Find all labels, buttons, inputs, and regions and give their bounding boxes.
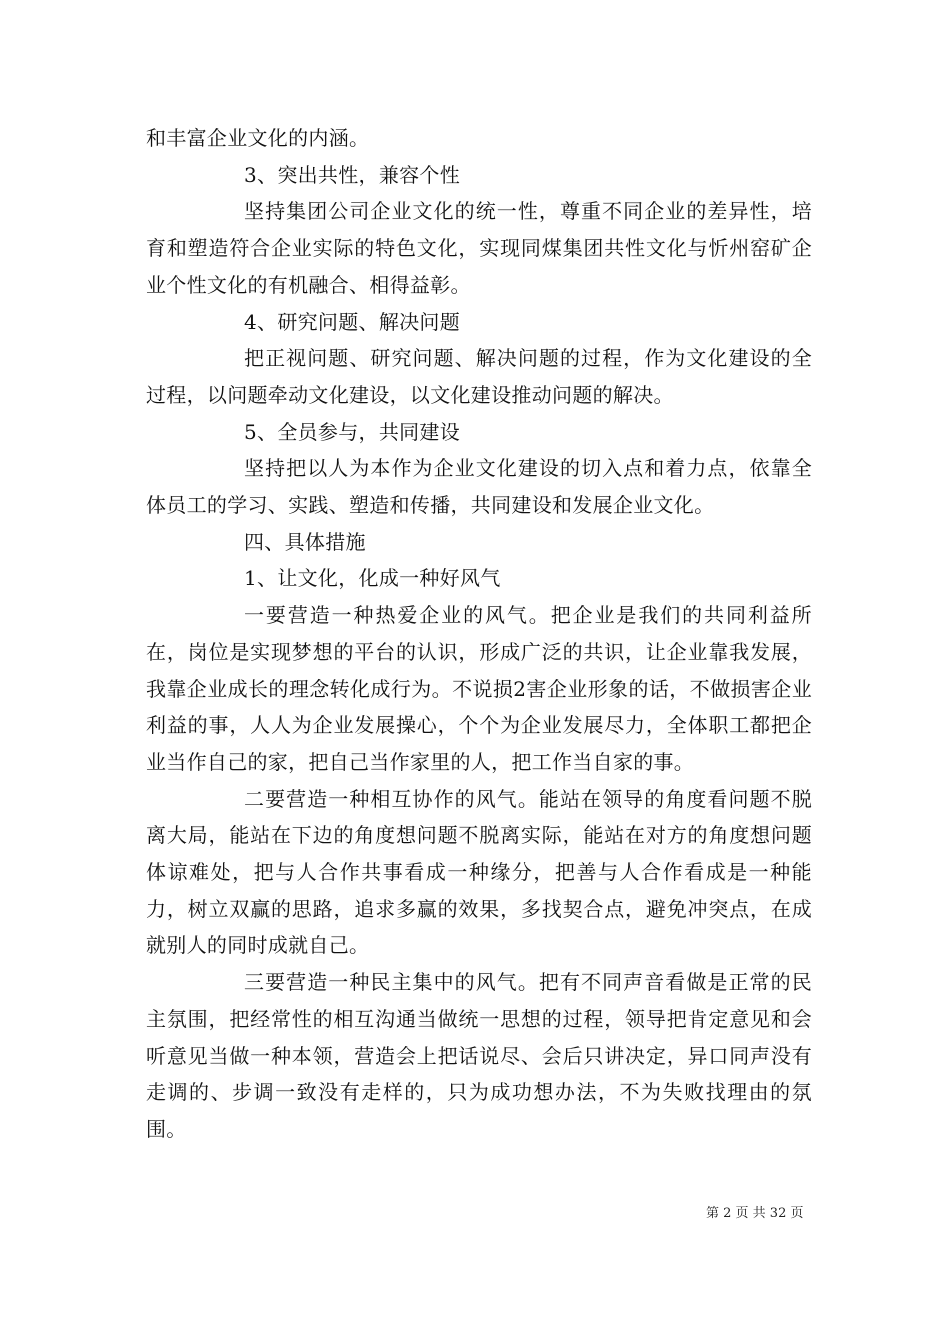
section-heading-measures: 四、具体措施 [244,529,366,554]
paragraph-11: 二要营造一种相互协作的风气。能站在领导的角度看问题不脱离大局，能站在下边的角度想问题不脱离实际，能站在对方的角度想问题体谅难处，把与人合作共事看成一种缘分，把善与人合作看成是一种能力，树立双赢的思路，追求多赢的效果，多找契合点，避免冲突点，在成就别人的同时成就自己。 [146,786,812,958]
paragraph-1: 和丰富企业文化的内涵。 [146,126,370,150]
heading-4-research-problems: 4、研究问题、解决问题 [244,309,461,334]
heading-3-commonality: 3、突出共性，兼容个性 [244,162,461,187]
heading-5-full-participation: 5、全员参与，共同建设 [244,419,461,444]
paragraph-7: 坚持把以人为本作为企业文化建设的切入点和着力点，依靠全体员工的学习、实践、塑造和传播，共同建设和发展企业文化。 [146,456,812,518]
paragraph-3: 坚持集团公司企业文化的统一性，尊重不同企业的差异性，培育和塑造符合企业实际的特色文化，实现同煤集团共性文化与忻州窑矿企业个性文化的有机融合、相得益彰。 [146,199,812,297]
page-number-footer: 第 2 页 共 32 页 [706,1206,804,1221]
paragraph-10: 一要营造一种热爱企业的风气。把企业是我们的共同利益所在，岗位是实现梦想的平台的认识，形成广泛的共识，让企业靠我发展，我靠企业成长的理念转化成行为。不说损2害企业形象的话，不做损害企业利益的事，人人为企业发展操心，个个为企业发展尽力，全体职工都把企业当作自己的家，把自己当作家里的人，把工作当自家的事。 [146,603,812,774]
document-body [146,120,812,1148]
heading-1-culture-atmosphere: 1、让文化，化成一种好风气 [244,566,501,591]
paragraph-12: 三要营造一种民主集中的风气。把有不同声音看做是正常的民主氛围，把经常性的相互沟通当做统一思想的过程，领导把肯定意见和会听意见当做一种本领，营造会上把话说尽、会后只讲决定，异口同声没有走调的、步调一致没有走样的，只为成功想办法，不为失败找理由的氛围。 [146,970,812,1141]
paragraph-5: 把正视问题、研究问题、解决问题的过程，作为文化建设的全过程，以问题牵动文化建设，以文化建设推动问题的解决。 [146,346,812,407]
